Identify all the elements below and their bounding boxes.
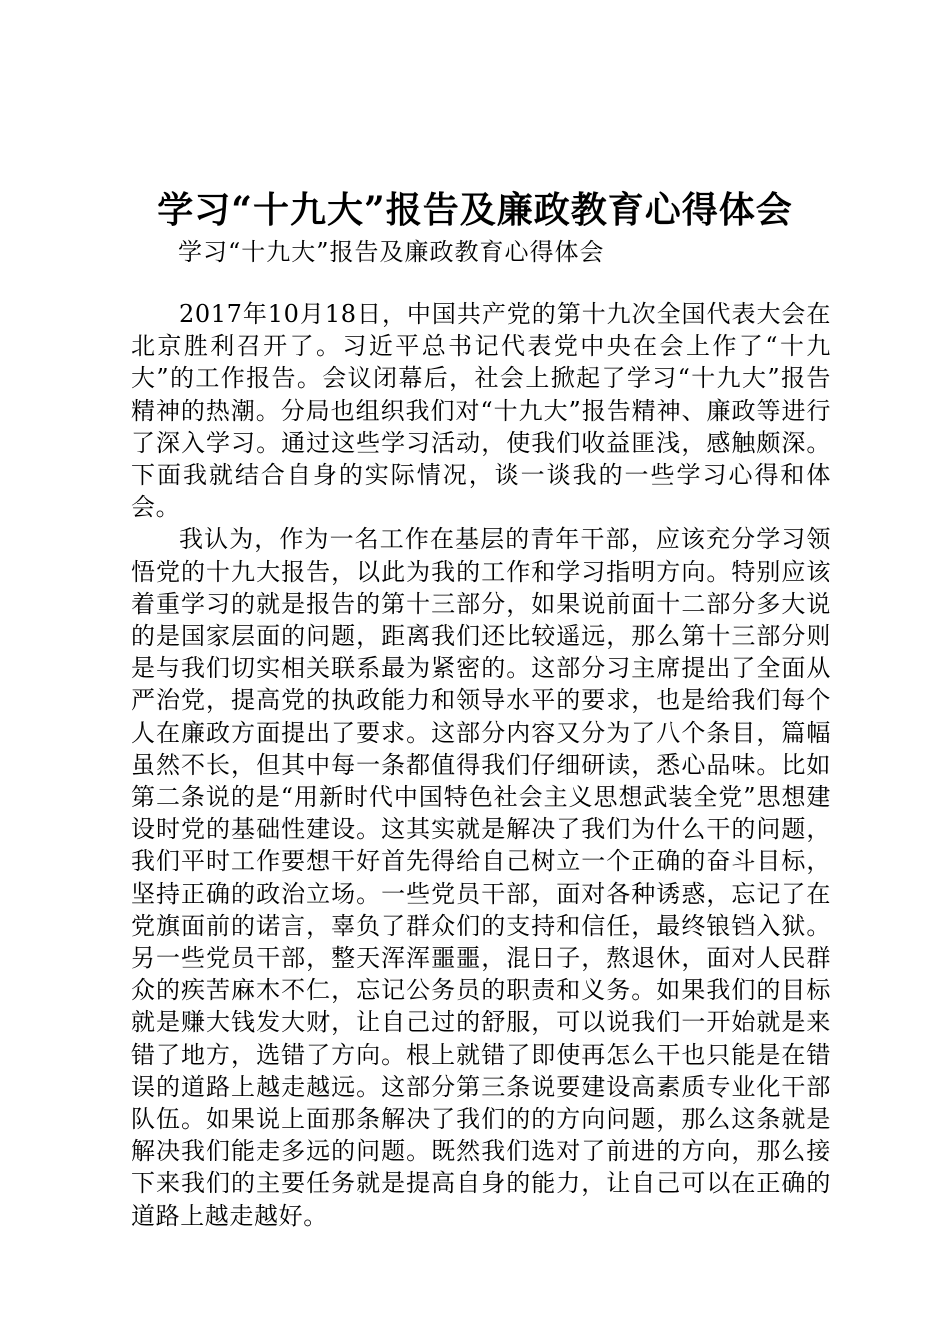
document-title: 学习“十九大”报告及廉政教育心得体会 (157, 189, 793, 231)
body-paragraph: 我认为，作为一名工作在基层的青年干部，应该充分学习领悟党的十九大报告，以此为我的工作和学习指明方向。特别应该着重学习的就是报告的第十三部分，如果说前面十二部分多大说的是国家层面的问题，距离我们还比较遥远，那么第十三部分则是与我们切实相关联系最为紧密的。这部分习主席提出了全面从严治党，提高党的执政能力和领导水平的要求，也是给我们每个人在廉政方面提出了要求。这部分内容又分为了八个条目，篇幅虽然不长，但其中每一条都值得我们仔细研读，悉心品味。比如第二条说的是“用新时代中国特色社会主义思想武装全党”思想建设时党的基础性建设。这其实就是解决了我们为什么干的问题，我们平时工作要想干好首先得给自己树立一个正确的奋斗目标，坚持正确的政治立场。一些党员干部，面对各种诱惑，忘记了在党旗面前的诺言，辜负了群众们的支持和信任，最终锒铛入狱。另一些党员干部，整天浑浑噩噩，混日子，熬退休，面对人民群众的疾苦麻木不仁，忘记公务员的职责和义务。如果我们的目标就是赚大钱发大财，让自己过的舒服，可以说我们一开始就是来错了地方，选错了方向。根上就错了即使再怎么干也只能是在错误的道路上越走越远。这部分第三条说要建设高素质专业化干部队伍。如果说上面那条解决了我们的的方向问题，那么这条就是解决我们能走多远的问题。既然我们选对了前进的方向，那么接下来我们的主要任务就是提高自身的能力，让自己可以在正确的道路上越走越好。 (131, 525, 831, 1230)
document-body (131, 298, 831, 1232)
body-paragraph: 2017年10月18日，中国共产党的第十九次全国代表大会在北京胜利召开了。习近平总书记代表党中央在会上作了“十九大”的工作报告。会议闭幕后，社会上掀起了学习“十九大”报告精神的热潮。分局也组织我们对“十九大”报告精神、廉政等进行了深入学习。通过这些学习活动，使我们收益匪浅，感触颇深。下面我就结合自身的实际情况，谈一谈我的一些学习心得和体会。 (131, 300, 831, 522)
document-subtitle: 学习“十九大”报告及廉政教育心得体会 (178, 238, 605, 266)
